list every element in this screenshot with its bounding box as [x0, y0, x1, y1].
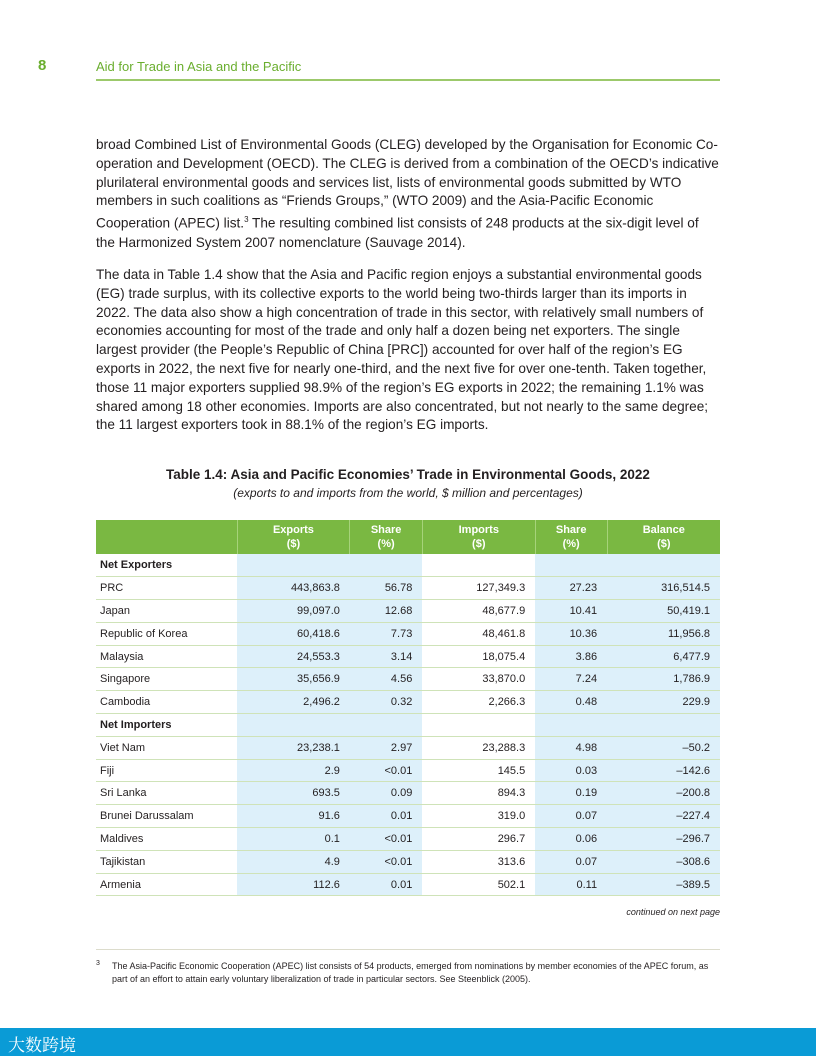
value-cell: 2,266.3: [422, 691, 535, 714]
table-row: [96, 645, 720, 668]
table-row: [96, 736, 720, 759]
value-cell: 0.11: [535, 873, 607, 896]
empty-cell: [350, 554, 422, 577]
value-cell: 27.23: [535, 577, 607, 600]
economy-name: Viet Nam: [96, 736, 237, 759]
section-label: Net Exporters: [96, 554, 237, 577]
value-cell: 0.06: [535, 828, 607, 851]
header-label: Balance: [642, 524, 685, 536]
value-cell: 0.19: [535, 782, 607, 805]
value-cell: 99,097.0: [237, 600, 350, 623]
economy-name: Tajikistan: [96, 850, 237, 873]
header-unit: (%): [562, 538, 580, 550]
table-row: [96, 782, 720, 805]
running-title: Aid for Trade in Asia and the Pacific: [96, 59, 302, 74]
value-cell: 60,418.6: [237, 622, 350, 645]
value-cell: 10.36: [535, 622, 607, 645]
value-cell: 35,656.9: [237, 668, 350, 691]
value-cell: 693.5: [237, 782, 350, 805]
value-cell: 0.48: [535, 691, 607, 714]
economy-name: Fiji: [96, 759, 237, 782]
value-cell: 50,419.1: [607, 600, 720, 623]
value-cell: 0.07: [535, 805, 607, 828]
empty-cell: [237, 714, 350, 737]
footnote-marker: 3: [96, 960, 100, 967]
value-cell: –308.6: [607, 850, 720, 873]
value-cell: 11,956.8: [607, 622, 720, 645]
paragraph-1-text-a: broad Combined List of Environmental Goods (CLEG) developed by the Organisation for Economic Co-operation and Development (OECD). The CLEG is derived from a combination of the OECD’s indicative plurilateral environmental goods and services list, lists of environmental goods submitted by WTO members in such coalitions as “Friends Groups,” (WTO 2009) and the Asia-Pacific Economic Cooperation (APEC) list.: [96, 137, 719, 231]
value-cell: 313.6: [422, 850, 535, 873]
value-cell: 0.1: [237, 828, 350, 851]
watermark-banner: [0, 1028, 816, 1056]
value-cell: –142.6: [607, 759, 720, 782]
value-cell: <0.01: [350, 850, 422, 873]
table-row: [96, 668, 720, 691]
value-cell: 48,677.9: [422, 600, 535, 623]
value-cell: <0.01: [350, 759, 422, 782]
empty-cell: [535, 714, 607, 737]
value-cell: 0.07: [535, 850, 607, 873]
value-cell: 6,477.9: [607, 645, 720, 668]
header-label: Exports: [272, 524, 314, 536]
value-cell: –296.7: [607, 828, 720, 851]
value-cell: 0.09: [350, 782, 422, 805]
economy-name: Maldives: [96, 828, 237, 851]
table-subtitle: (exports to and imports from the world, $ million and percentages): [233, 486, 583, 500]
paragraph-2: The data in Table 1.4 show that the Asia and Pacific region enjoys a substantial environmental goods (EG) trade surplus, with its collective exports to the world being two-thirds larger than its imports in 2022. The data also show a high concentration of trade in this sector, with relatively small numbers of economies accounting for most of the trade and only half a dozen being net exporters. The single largest provider (the People’s Republic of China [PRC]) accounted for over half of the region’s EG exports in 2022, the next five for nearly one-third, and the next five for over one-tenth. Taken together, those 11 major exporters supplied 98.9% of the region’s EG exports in 2022; the remaining 1.1% was shared among 18 other economies. Imports are also concentrated, but not nearly to the same degree; the 11 largest exporters took in 88.1% of the region’s EG imports.: [96, 267, 709, 433]
footnote-text: The Asia-Pacific Economic Cooperation (APEC) list consists of 54 products, emerged from nominations by member economies of the APEC forum, as part of an effort to attain early voluntary liberalization of trade in particular sectors. See Steenblick (2005).: [112, 961, 709, 984]
paragraph-1-text-b: The resulting combined list consists of 248 products at the six-digit level of the Harmonized System 2007 nomenclature (Sauvage 2014).: [96, 215, 699, 250]
header-label: Share: [370, 524, 402, 536]
economy-name: Armenia: [96, 873, 237, 896]
value-cell: 33,870.0: [422, 668, 535, 691]
value-cell: 112.6: [237, 873, 350, 896]
table-row: [96, 691, 720, 714]
economy-name: Japan: [96, 600, 237, 623]
value-cell: 4.98: [535, 736, 607, 759]
trade-table: [96, 520, 720, 896]
header-col-1: [350, 520, 422, 554]
value-cell: 3.14: [350, 645, 422, 668]
value-cell: 443,863.8: [237, 577, 350, 600]
value-cell: 296.7: [422, 828, 535, 851]
empty-cell: [422, 714, 535, 737]
header-label: Imports: [458, 524, 499, 536]
value-cell: 2.9: [237, 759, 350, 782]
economy-name: Republic of Korea: [96, 622, 237, 645]
table-row: [96, 759, 720, 782]
footnote-ref: 3: [244, 215, 249, 225]
header-label: Share: [555, 524, 587, 536]
header-unit: ($): [472, 538, 486, 550]
header-unit: ($): [286, 538, 301, 550]
footnote-divider: [96, 949, 720, 950]
paragraph-1: [96, 136, 720, 252]
empty-cell: [607, 554, 720, 577]
value-cell: 319.0: [422, 805, 535, 828]
value-cell: 3.86: [535, 645, 607, 668]
header-col-2: [422, 520, 535, 554]
continued-note: continued on next page: [626, 907, 720, 917]
value-cell: 502.1: [422, 873, 535, 896]
value-cell: 894.3: [422, 782, 535, 805]
empty-cell: [607, 714, 720, 737]
value-cell: 10.41: [535, 600, 607, 623]
empty-cell: [350, 714, 422, 737]
table-row: [96, 828, 720, 851]
value-cell: 1,786.9: [607, 668, 720, 691]
value-cell: 127,349.3: [422, 577, 535, 600]
footnote: [96, 960, 720, 985]
value-cell: –200.8: [607, 782, 720, 805]
table-title: Table 1.4: Asia and Pacific Economies’ Trade in Environmental Goods, 2022: [166, 467, 650, 482]
value-cell: 4.56: [350, 668, 422, 691]
value-cell: 7.24: [535, 668, 607, 691]
header-col-3: [535, 520, 607, 554]
table-row: [96, 600, 720, 623]
empty-cell: [422, 554, 535, 577]
section-label: Net Importers: [96, 714, 237, 737]
table-row: [96, 622, 720, 645]
value-cell: –227.4: [607, 805, 720, 828]
value-cell: 0.03: [535, 759, 607, 782]
value-cell: 2.97: [350, 736, 422, 759]
header-col-0: [237, 520, 350, 554]
empty-cell: [535, 554, 607, 577]
value-cell: 23,238.1: [237, 736, 350, 759]
empty-cell: [237, 554, 350, 577]
table-header-row: [96, 520, 720, 554]
header-divider: [96, 79, 720, 81]
economy-name: PRC: [96, 577, 237, 600]
value-cell: –50.2: [607, 736, 720, 759]
section-row: [96, 714, 720, 737]
value-cell: 0.01: [350, 805, 422, 828]
value-cell: 48,461.8: [422, 622, 535, 645]
value-cell: 145.5: [422, 759, 535, 782]
economy-name: Cambodia: [96, 691, 237, 714]
table-row: [96, 850, 720, 873]
value-cell: 56.78: [350, 577, 422, 600]
table-row: [96, 873, 720, 896]
economy-name: Brunei Darussalam: [96, 805, 237, 828]
value-cell: 7.73: [350, 622, 422, 645]
value-cell: 316,514.5: [607, 577, 720, 600]
header-unit: (%): [377, 538, 395, 550]
value-cell: 229.9: [607, 691, 720, 714]
economy-name: Malaysia: [96, 645, 237, 668]
watermark-logo: 大数跨境: [8, 1036, 76, 1055]
section-row: [96, 554, 720, 577]
page-number: 8: [38, 57, 47, 74]
value-cell: 91.6: [237, 805, 350, 828]
table-row: [96, 805, 720, 828]
header-unit: ($): [657, 538, 671, 550]
value-cell: 4.9: [237, 850, 350, 873]
economy-name: Singapore: [96, 668, 237, 691]
value-cell: 18,075.4: [422, 645, 535, 668]
value-cell: <0.01: [350, 828, 422, 851]
header-economy: [96, 520, 237, 554]
value-cell: 12.68: [350, 600, 422, 623]
value-cell: 0.01: [350, 873, 422, 896]
value-cell: 2,496.2: [237, 691, 350, 714]
value-cell: 24,553.3: [237, 645, 350, 668]
value-cell: 0.32: [350, 691, 422, 714]
value-cell: –389.5: [607, 873, 720, 896]
table-row: [96, 577, 720, 600]
value-cell: 23,288.3: [422, 736, 535, 759]
economy-name: Sri Lanka: [96, 782, 237, 805]
header-col-4: [607, 520, 720, 554]
